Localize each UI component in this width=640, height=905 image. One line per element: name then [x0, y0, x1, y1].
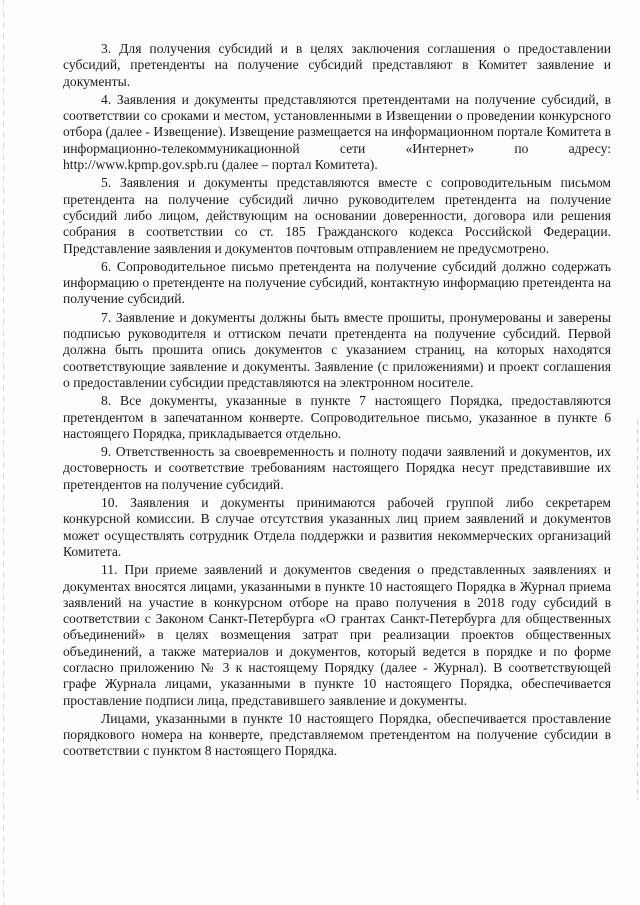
paragraph-10: 10. Заявления и документы принимаются рабочей группой либо секретарем конкурсной комиссии. В случае отсутствия указанных лиц прием заявлений и документов может осуществлять сотрудник Отдела поддержки и развития некоммерческих организаций Комитета.	[63, 495, 611, 559]
paragraph-8: 8. Все документы, указанные в пункте 7 настоящего Порядка, предоставляются претендентом в запечатанном конверте. Сопроводительное письмо, указанное в пункте 6 настоящего Порядка, прикладывается отдельно.	[63, 393, 611, 441]
paragraph-4: 4. Заявления и документы представляются претендентами на получение субсидий, в соответствии со сроками и местом, установленными в Извещении о проведении конкурсного отбора (далее - Извещение). Извещение размещается на информационном портале Комитета в информационно-телекоммуникационной сети «Интернет» по адресу: http://www.kpmp.gov.spb.ru (далее – портал Комитета).	[63, 91, 611, 173]
paragraph-9: 9. Ответственность за своевременность и полноту подачи заявлений и документов, их достоверность и соответствие требованиям настоящего Порядка несут представившие их претендентов на получение субсидий.	[63, 444, 611, 492]
paragraph-11-continuation: Лицами, указанными в пункте 10 настоящего Порядка, обеспечивается проставление порядкового номера на конверте, представляемом претендентом на получение субсидии в соответствии с пунктом 8 настоящего Порядка.	[63, 710, 611, 759]
scan-edge-right	[637, 420, 638, 800]
paragraph-6: 6. Сопроводительное письмо претендента на получение субсидий должно содержать информацию о претенденте на получение субсидий, контактную информацию претендента на получение субсидий.	[63, 258, 611, 307]
paragraph-3: 3. Для получения субсидий и в целях заключения соглашения о предоставлении субсидий, претенденты на получение субсидий представляют в Комитет заявление и документы.	[63, 41, 611, 89]
paragraph-11: 11. При приеме заявлений и документов сведения о представленных заявлениях и документах вносятся лицами, указанными в пункте 10 настоящего Порядка в Журнал приема заявлений на участие в конкурсном отборе на право получения в 2018 году субсидий в соответствии с Законом Санкт-Петербурга «О грантах Санкт-Петербурга для общественных объединений» в целях возмещения затрат при реализации проектов общественных объединений, а также материалов и документов, который ведется в порядке и по форме согласно приложению № 3 к настоящему Порядку (далее - Журнал). В соответствующей графе Журнала лицами, указанными в пункте 10 настоящего Порядка, обеспечивается проставление подписи лица, представившего заявление и документы.	[63, 562, 611, 708]
scan-edge-left	[3, 0, 4, 905]
document-body	[63, 41, 611, 762]
paragraph-7: 7. Заявление и документы должны быть вместе прошиты, пронумерованы и заверены подписью руководителя и оттиском печати претендента на получение субсидий. Первой должна быть прошита опись документов с указанием страниц, на которых находятся соответствующие заявление и документы. Заявление (с приложениями) и проект соглашения о предоставлении субсидии представляются на электронном носителе.	[63, 309, 611, 390]
paragraph-5: 5. Заявления и документы представляются вместе с сопроводительным письмом претендента на получение субсидий лично руководителем претендента на получение субсидий либо лицом, действующим на основании доверенности, договора или решения собрания в соответствии со ст. 185 Гражданского кодекса Российской Федерации. Представление заявления и документов почтовым отправлением не предусмотрено.	[63, 175, 611, 256]
